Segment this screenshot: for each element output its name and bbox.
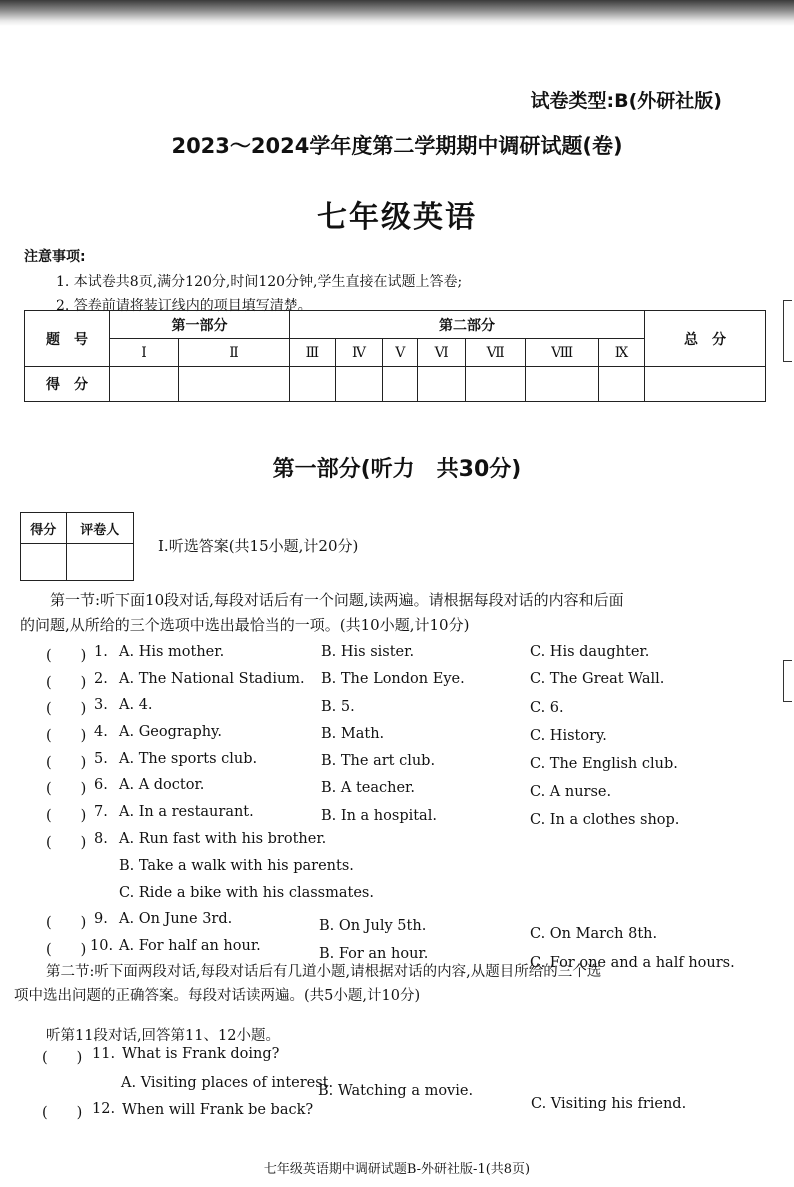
option-a: A. A doctor. xyxy=(119,777,205,793)
question-number: 8. xyxy=(94,831,108,847)
answer-blank[interactable]: ( ) xyxy=(46,808,87,824)
option-b: B. 5. xyxy=(321,699,355,715)
option-b: B. On July 5th. xyxy=(319,918,427,934)
score-table-col-2: Ⅱ xyxy=(178,339,289,367)
option-b: B. Take a walk with his parents. xyxy=(119,858,354,874)
answer-blank[interactable]: ( ) xyxy=(46,701,87,717)
score-cell[interactable] xyxy=(466,367,526,402)
answer-blank[interactable]: ( ) xyxy=(46,675,87,691)
option-a: A. His mother. xyxy=(119,644,225,660)
score-cell[interactable] xyxy=(383,367,418,402)
option-c: C. The Great Wall. xyxy=(530,671,665,687)
answer-blank[interactable]: ( ) xyxy=(46,781,87,797)
grader-score-cell[interactable] xyxy=(21,544,67,581)
answer-blank[interactable]: ( ) xyxy=(46,915,87,931)
question-stem: What is Frank doing? xyxy=(122,1046,280,1062)
answer-blank[interactable]: ( ) xyxy=(42,1105,83,1121)
answer-blank[interactable]: ( ) xyxy=(46,728,87,744)
option-c: C. Visiting his friend. xyxy=(531,1096,687,1112)
question-stem: When will Frank be back? xyxy=(122,1102,314,1118)
grader-box-grader-label: 评卷人 xyxy=(66,513,133,544)
sub2-instruction-line2: 项中选出问题的正确答案。每段对话读两遍。(共5小题,计10分) xyxy=(14,988,421,1004)
score-table-col-6: Ⅵ xyxy=(418,339,466,367)
option-a: A. The National Stadium. xyxy=(119,671,305,687)
option-c: C. On March 8th. xyxy=(530,926,658,942)
question-number: 11. xyxy=(92,1046,116,1062)
answer-blank[interactable]: ( ) xyxy=(46,835,87,851)
score-cell[interactable] xyxy=(599,367,645,402)
option-c: C. 6. xyxy=(530,700,564,716)
answer-blank[interactable]: ( ) xyxy=(42,1050,83,1066)
binding-edge-marks xyxy=(780,300,794,1000)
answer-blank[interactable]: ( ) xyxy=(46,755,87,771)
score-cell[interactable] xyxy=(178,367,289,402)
grader-name-cell[interactable] xyxy=(66,544,133,581)
score-cell-total[interactable] xyxy=(645,367,766,402)
answer-blank[interactable]: ( ) xyxy=(46,942,87,958)
option-a: A. Run fast with his brother. xyxy=(119,831,327,847)
sub2-instruction-line1: 第二节:听下面两段对话,每段对话后有几道小题,请根据对话的内容,从题目所给的三个选 xyxy=(46,964,602,980)
option-b: B. The art club. xyxy=(321,753,436,769)
question-number: 7. xyxy=(94,804,108,820)
option-b: B. Watching a movie. xyxy=(318,1083,474,1099)
option-b: B. His sister. xyxy=(321,644,415,660)
question-number: 3. xyxy=(94,697,108,713)
option-b: B. For an hour. xyxy=(319,946,429,962)
question-number: 5. xyxy=(94,751,108,767)
score-table-col-9: Ⅸ xyxy=(599,339,645,367)
score-cell[interactable] xyxy=(526,367,599,402)
option-a: A. 4. xyxy=(119,697,153,713)
notes-heading: 注意事项: xyxy=(24,249,86,265)
note-item-2: 2. 答卷前请将装订线内的项目填写清楚。 xyxy=(56,298,312,314)
option-b: B. The London Eye. xyxy=(321,671,465,687)
option-a: A. In a restaurant. xyxy=(119,804,254,820)
page-footer: 七年级英语期中调研试题B-外研社版-1(共8页) xyxy=(263,1162,531,1177)
score-table-col-4: Ⅳ xyxy=(335,339,382,367)
option-c: C. A nurse. xyxy=(530,784,612,800)
option-b: B. A teacher. xyxy=(321,780,415,796)
option-c: C. In a clothes shop. xyxy=(530,812,680,828)
grader-box-score-label: 得分 xyxy=(21,513,67,544)
option-c: C. His daughter. xyxy=(530,644,650,660)
score-table-col-5: Ⅴ xyxy=(383,339,418,367)
paper-type-label: 试卷类型:B(外研社版) xyxy=(530,90,722,112)
question-number: 2. xyxy=(94,671,108,687)
question-number: 9. xyxy=(94,911,108,927)
score-table-part2-header: 第二部分 xyxy=(290,311,645,339)
option-a: A. For half an hour. xyxy=(119,938,261,954)
exam-title: 2023～2024学年度第二学期期中调研试题(卷) xyxy=(171,134,623,158)
question-number: 6. xyxy=(94,777,108,793)
option-c: C. Ride a bike with his classmates. xyxy=(119,885,374,901)
score-table-col-7: Ⅶ xyxy=(466,339,526,367)
sub2-instruction-line3: 听第11段对话,回答第11、12小题。 xyxy=(46,1028,280,1044)
option-b: B. Math. xyxy=(321,726,385,742)
grader-box xyxy=(20,512,134,581)
question-number: 10. xyxy=(90,938,114,954)
part1-title: 第一部分(听力 共30分) xyxy=(272,457,522,482)
score-table-part1-header: 第一部分 xyxy=(110,311,290,339)
option-a: A. Geography. xyxy=(119,724,222,740)
option-a: A. On June 3rd. xyxy=(119,911,233,927)
option-a: A. Visiting places of interest. xyxy=(121,1075,334,1091)
score-cell[interactable] xyxy=(418,367,466,402)
score-table-total-header: 总 分 xyxy=(645,311,766,367)
option-a: A. The sports club. xyxy=(119,751,258,767)
subject-title: 七年级英语 xyxy=(317,200,477,235)
score-table-col-8: Ⅷ xyxy=(526,339,599,367)
score-table xyxy=(24,310,766,402)
score-table-col-3: Ⅲ xyxy=(290,339,336,367)
score-table-question-label: 题 号 xyxy=(25,311,110,367)
note-item-1: 1. 本试卷共8页,满分120分,时间120分钟,学生直接在试题上答卷; xyxy=(56,274,463,290)
score-cell[interactable] xyxy=(110,367,179,402)
option-c: C. The English club. xyxy=(530,756,678,772)
option-c: C. For one and a half hours. xyxy=(530,955,735,971)
scan-top-shadow xyxy=(0,0,794,26)
question-number: 4. xyxy=(94,724,108,740)
score-cell[interactable] xyxy=(335,367,382,402)
score-table-score-label: 得 分 xyxy=(25,367,110,402)
section1-title: Ⅰ.听选答案(共15小题,计20分) xyxy=(158,537,359,555)
sub1-instruction-line1: 第一节:听下面10段对话,每段对话后有一个问题,读两遍。请根据每段对话的内容和后面 xyxy=(50,591,624,609)
option-b: B. In a hospital. xyxy=(321,808,437,824)
option-c: C. History. xyxy=(530,728,607,744)
question-number: 12. xyxy=(92,1101,116,1117)
answer-blank[interactable]: ( ) xyxy=(46,648,87,664)
question-number: 1. xyxy=(94,644,108,660)
score-cell[interactable] xyxy=(290,367,336,402)
score-table-col-1: Ⅰ xyxy=(110,339,179,367)
sub1-instruction-line2: 的问题,从所给的三个选项中选出最恰当的一项。(共10小题,计10分) xyxy=(20,616,470,634)
